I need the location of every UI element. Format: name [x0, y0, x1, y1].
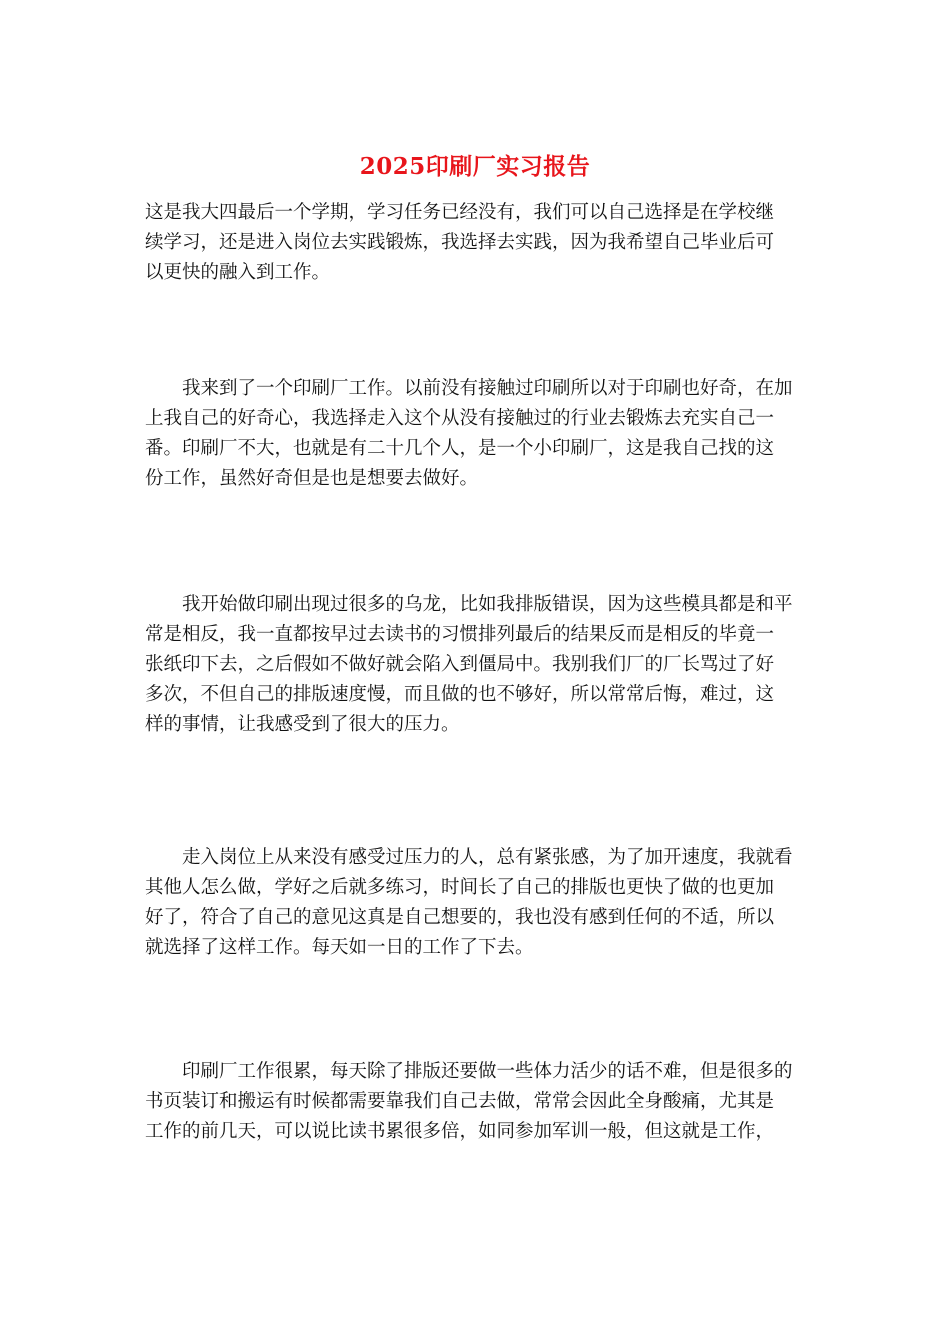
- text-line: 书页装订和搬运有时候都需要靠我们自己去做，常常会因此全身酸痛，尤其是: [145, 1091, 775, 1112]
- text-line: 走入岗位上从来没有感受过压力的人，总有紧张感，为了加开速度，我就看: [145, 847, 793, 868]
- paragraph-2: [145, 374, 808, 494]
- text-line: 上我自己的好奇心，我选择走入这个从没有接触过的行业去锻炼去充实自己一: [145, 408, 775, 429]
- paragraph-4: [145, 843, 808, 963]
- text-line: 这是我大四最后一个学期，学习任务已经没有，我们可以自己选择是在学校继: [145, 202, 775, 223]
- text-line: 我开始做印刷出现过很多的乌龙，比如我排版错误，因为这些模具都是和平: [145, 594, 793, 615]
- text-line: 份工作，虽然好奇但是也是想要去做好。: [145, 468, 479, 489]
- paragraph-5: [145, 1057, 808, 1147]
- text-line: 续学习，还是进入岗位去实践锻炼，我选择去实践，因为我希望自己毕业后可: [145, 232, 775, 253]
- text-line: 以更快的融入到工作。: [145, 262, 331, 283]
- text-line: 工作的前几天，可以说比读书累很多倍，如同参加军训一般，但这就是工作，: [145, 1121, 775, 1142]
- document-title: 2025印刷厂实习报告: [359, 153, 591, 180]
- text-line: 我来到了一个印刷厂工作。以前没有接触过印刷所以对于印刷也好奇，在加: [145, 378, 793, 399]
- text-line: 印刷厂工作很累，每天除了排版还要做一些体力活少的话不难，但是很多的: [145, 1061, 793, 1082]
- paragraph-1: [145, 198, 808, 288]
- text-line: 番。印刷厂不大，也就是有二十几个人，是一个小印刷厂，这是我自己找的这: [145, 438, 775, 459]
- text-line: 常是相反，我一直都按早过去读书的习惯排列最后的结果反而是相反的毕竟一: [145, 624, 775, 645]
- text-line: 样的事情，让我感受到了很大的压力。: [145, 714, 460, 735]
- paragraph-3: [145, 590, 808, 740]
- text-line: 多次，不但自己的排版速度慢，而且做的也不够好，所以常常后悔，难过，这: [145, 684, 775, 705]
- text-line: 张纸印下去，之后假如不做好就会陷入到僵局中。我别我们厂的厂长骂过了好: [145, 654, 775, 675]
- text-line: 好了，符合了自己的意见这真是自己想要的，我也没有感到任何的不适，所以: [145, 907, 775, 928]
- text-line: 其他人怎么做，学好之后就多练习，时间长了自己的排版也更快了做的也更加: [145, 877, 775, 898]
- text-line: 就选择了这样工作。每天如一日的工作了下去。: [145, 937, 534, 958]
